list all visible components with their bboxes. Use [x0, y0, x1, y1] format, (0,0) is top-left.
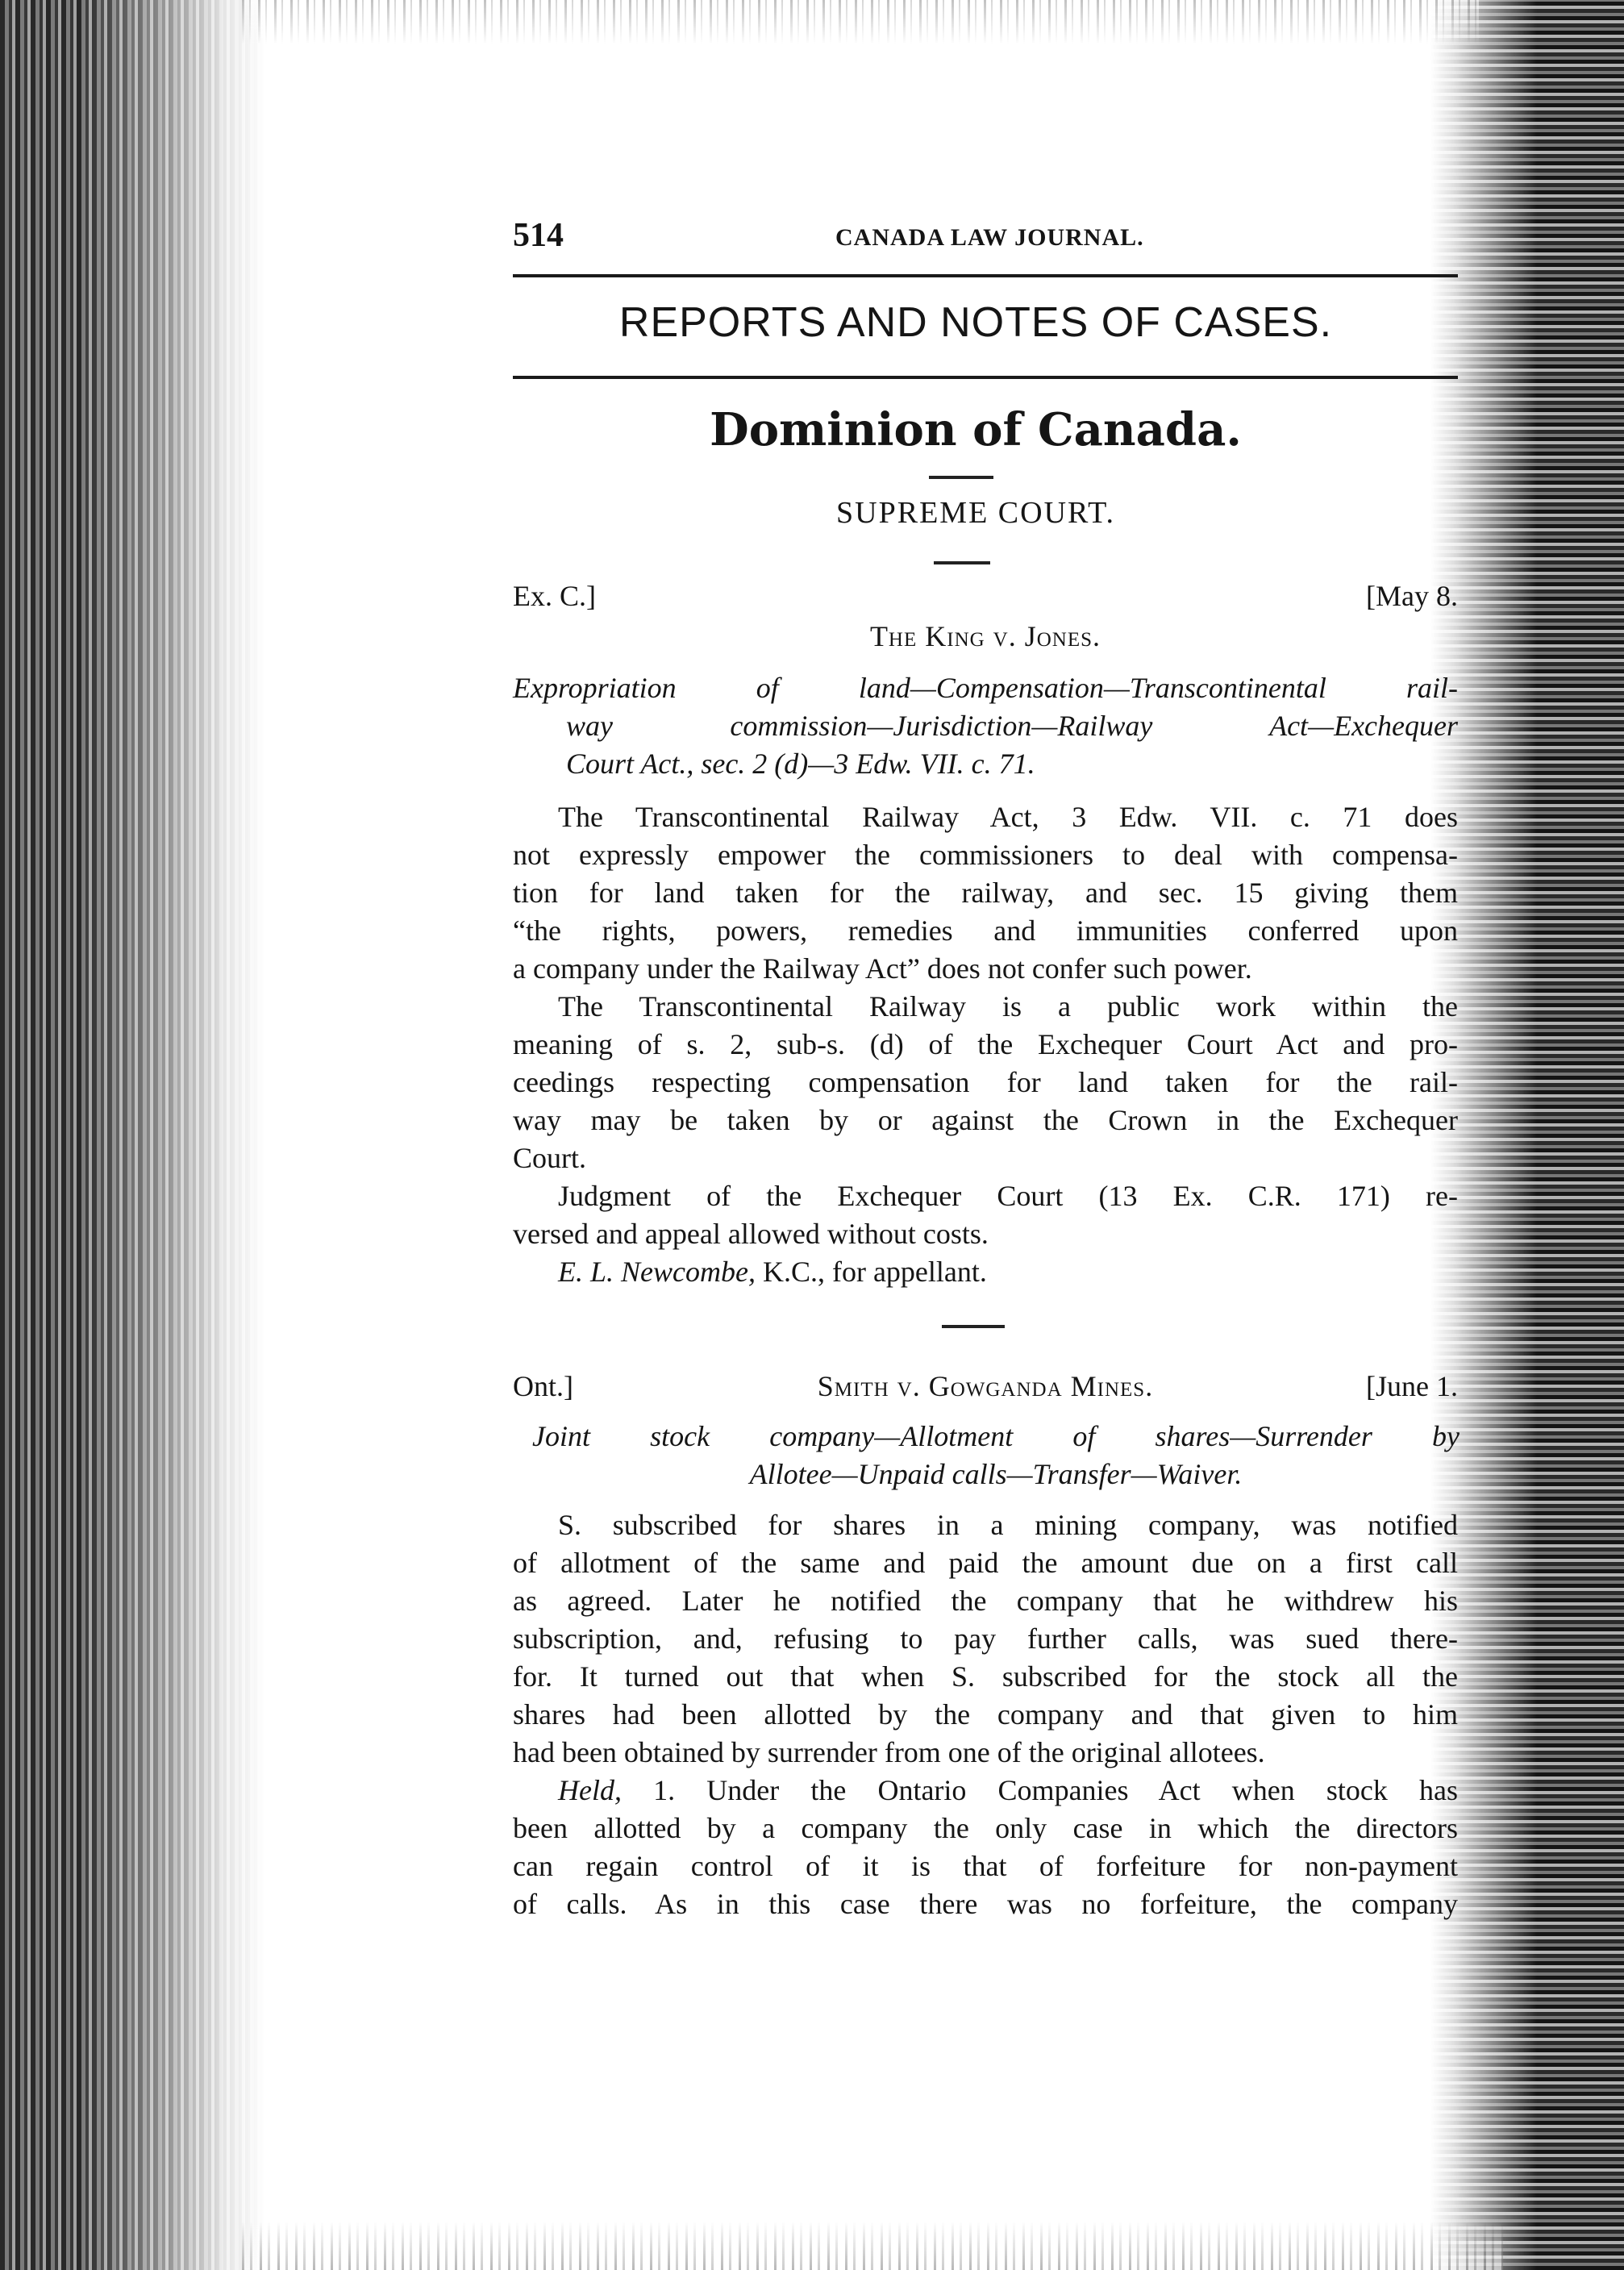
text-line: subscription, and, refusing to pay further calls, was sued there- [513, 1622, 1458, 1655]
headnote-line: Court Act., sec. 2 (d)—3 Edw. VII. c. 71. [566, 748, 1035, 780]
jurisdiction-heading: Dominion of Canada. [710, 403, 1242, 456]
text-line: not expressly empower the commissioners to deal with compensa- [513, 839, 1458, 871]
text-line: meaning of s. 2, sub-s. (d) of the Exchequer Court Act and pro- [513, 1028, 1458, 1060]
text-line: ceedings respecting compensation for land taken for the rail- [513, 1066, 1458, 1098]
header-rule [513, 274, 1458, 277]
counsel-name: E. L. Newcombe, [558, 1256, 756, 1288]
text-line: way may be taken by or against the Crown in the Exchequer [513, 1104, 1458, 1136]
case-court-origin: Ex. C.] [513, 580, 596, 612]
case-paragraph [513, 1506, 1458, 1923]
case-origin-line [513, 1369, 1458, 1408]
case-date: [May 8. [1366, 580, 1458, 612]
text-line: Judgment of the Exchequer Court (13 Ex. C.R. 171) re- [558, 1180, 1458, 1212]
text-line: a company under the Railway Act” does not confer such power. [513, 952, 1252, 985]
case-headnote [513, 669, 1458, 783]
text-line: had been obtained by surrender from one of the original allotees. [513, 1736, 1265, 1768]
divider-short [942, 1325, 1005, 1328]
case-headnote [532, 1418, 1460, 1493]
court-heading: SUPREME COURT. [836, 496, 1115, 530]
counsel-line [513, 1253, 1458, 1291]
text-line: of calls. As in this case there was no forfeiture, the company [513, 1888, 1458, 1920]
text-line: for. It turned out that when S. subscribed for the stock all the [513, 1660, 1458, 1693]
case-paragraph [513, 798, 1458, 1291]
text-line: “the rights, powers, remedies and immunities conferred upon [513, 914, 1458, 947]
case-title: The King v. Jones. [869, 620, 1101, 652]
text-line: Court. [513, 1142, 587, 1174]
scan-noise-top [242, 0, 1479, 44]
scan-shadow-left [0, 0, 266, 2270]
page-number: 514 [513, 217, 564, 254]
case-origin-line [513, 579, 1458, 618]
case-title: Smith v. Gowganda Mines. [817, 1370, 1154, 1402]
divider-short [934, 561, 990, 564]
headnote-line: Expropriation of land—Compensation—Transcontinental rail- [513, 672, 1458, 704]
divider-short [929, 476, 993, 479]
text-line [513, 1772, 1458, 1810]
scan-shadow-right [1430, 0, 1624, 2270]
text-line: The Transcontinental Railway is a public work within the [558, 990, 1458, 1023]
scan-noise-bottom [242, 2222, 1503, 2270]
text-line: shares had been allotted by the company and that given to him [513, 1698, 1458, 1731]
headnote-line: Allotee—Unpaid calls—Transfer—Waiver. [749, 1458, 1243, 1490]
journal-title: CANADA LAW JOURNAL. [835, 224, 1144, 251]
text-line: of allotment of the same and paid the amount due on a first call [513, 1547, 1458, 1579]
text-line: versed and appeal allowed without costs. [513, 1218, 989, 1250]
text-line: tion for land taken for the railway, and sec. 15 giving them [513, 877, 1458, 909]
text-line: as agreed. Later he notified the company that he withdrew his [513, 1585, 1458, 1617]
headnote-line: way commission—Jurisdiction—Railway Act—Exchequer [566, 710, 1458, 742]
section-rule [513, 376, 1458, 379]
counsel-role: K.C., for appellant. [755, 1256, 987, 1288]
case-court-origin: Ont.] [513, 1370, 573, 1402]
headnote-line: Joint stock company—Allotment of shares—Surrender by [532, 1420, 1460, 1452]
section-title: REPORTS AND NOTES OF CASES. [618, 299, 1333, 346]
text-line: S. subscribed for shares in a mining company, was notified [558, 1509, 1458, 1541]
case-date: [June 1. [1366, 1370, 1458, 1402]
text-line: been allotted by a company the only case in which the directors [513, 1812, 1458, 1844]
text-line: The Transcontinental Railway Act, 3 Edw. VII. c. 71 does [558, 801, 1458, 833]
held-text: 1. Under the Ontario Companies Act when stock has [621, 1774, 1458, 1806]
text-line: can regain control of it is that of forfeiture for non-payment [513, 1850, 1458, 1882]
held-label: Held, [558, 1774, 622, 1806]
running-header [513, 216, 1456, 264]
